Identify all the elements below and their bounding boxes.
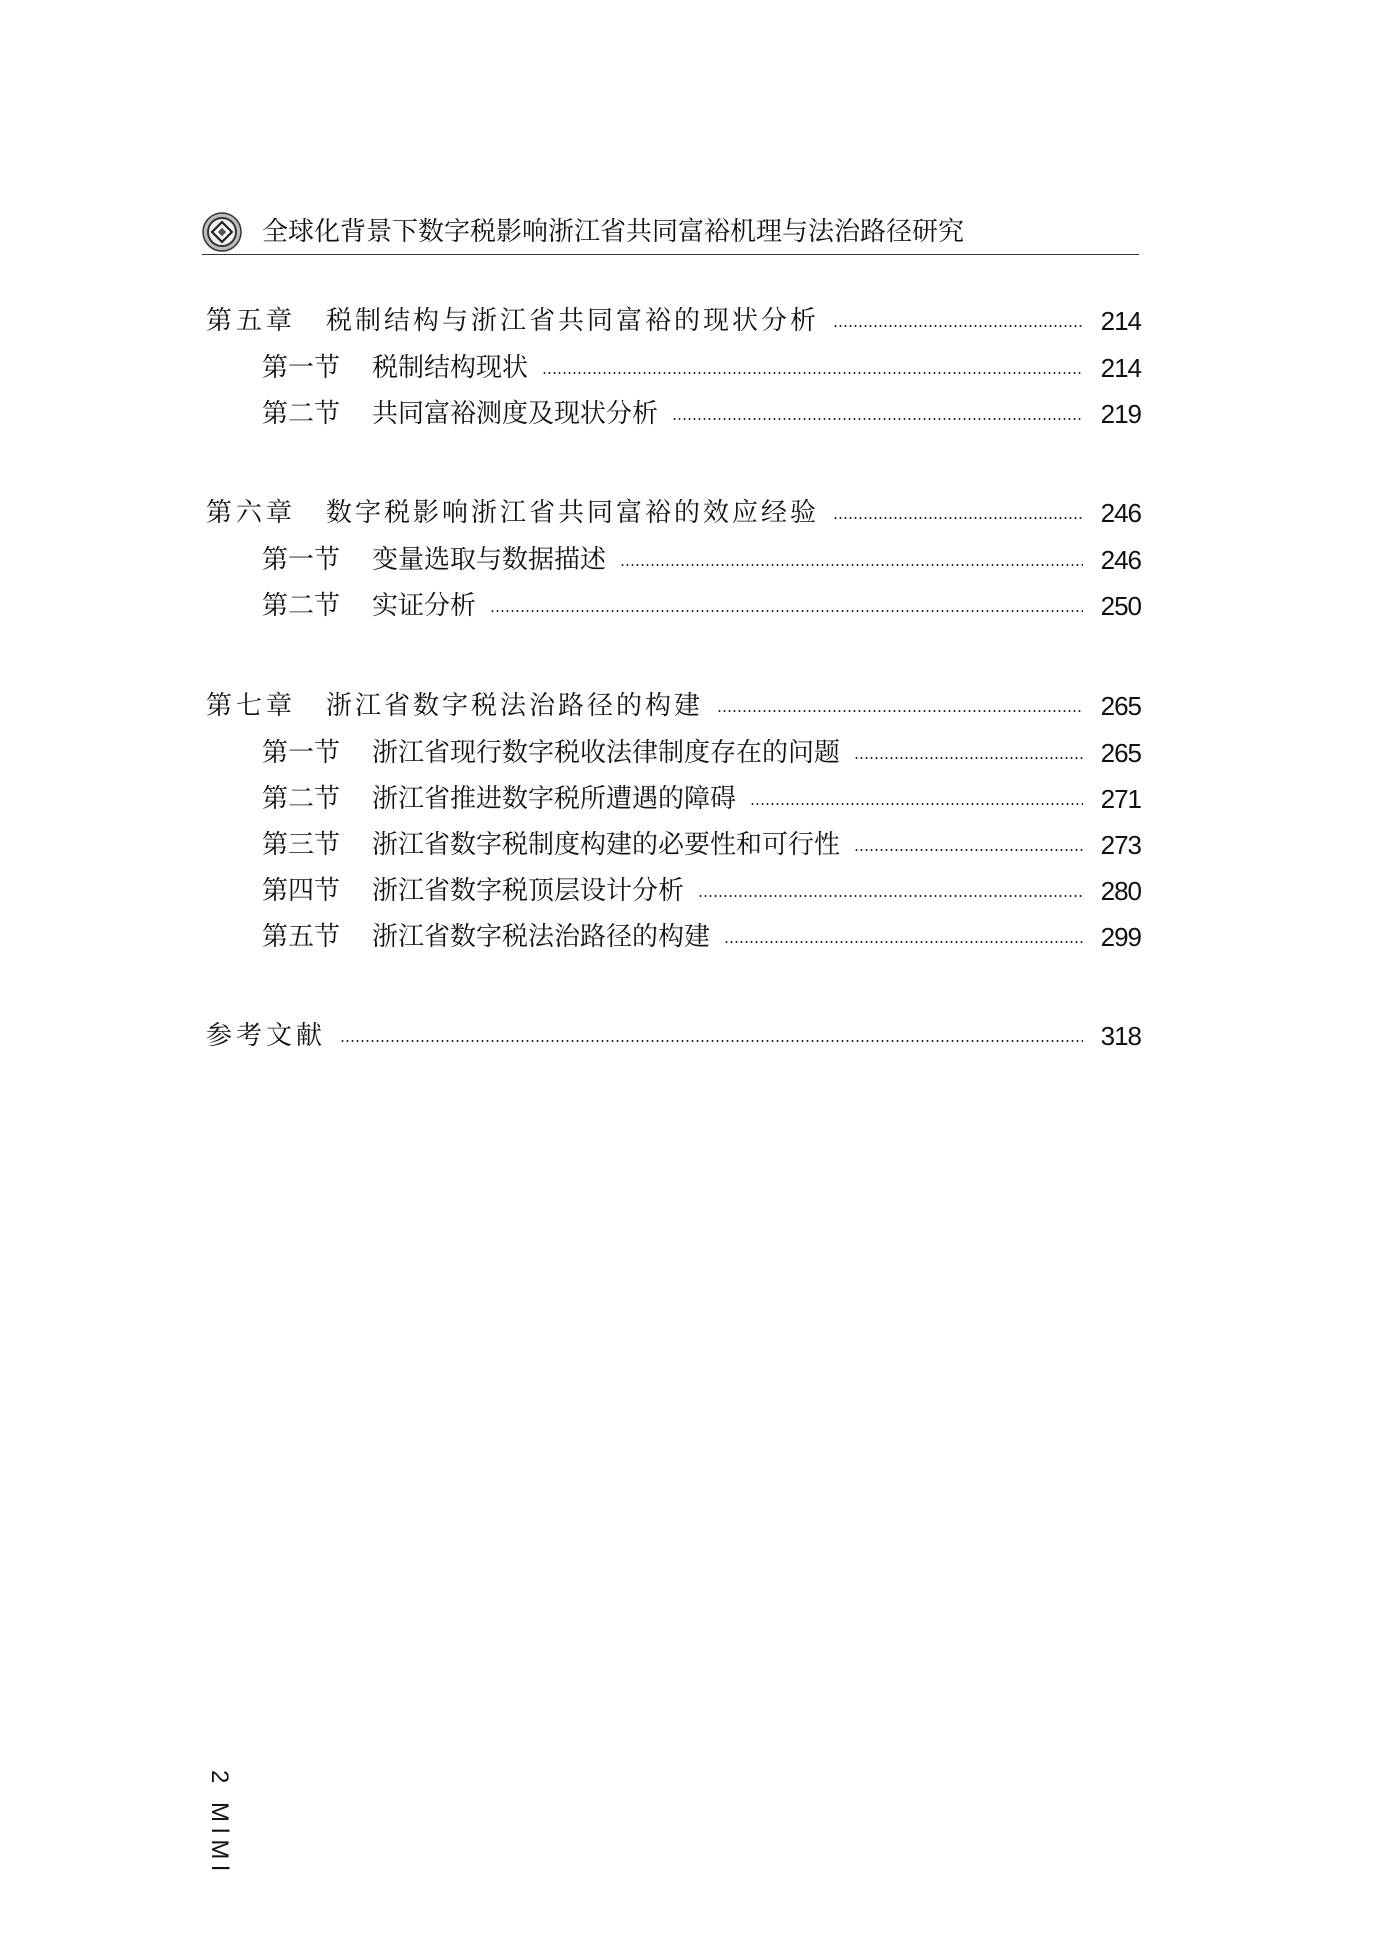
section-title: 变量选取与数据描述 [372, 545, 607, 575]
toc-section[interactable] [262, 396, 1141, 432]
page-number: 265 [1100, 691, 1141, 721]
page-number: 318 [1100, 1021, 1141, 1051]
section-label: 第一节 [262, 738, 341, 768]
section-title: 实证分析 [372, 591, 477, 621]
page-number: 299 [1100, 922, 1141, 952]
references-title: 参考文献 [206, 1021, 327, 1051]
page-number: 246 [1100, 545, 1141, 575]
section-label: 第五节 [262, 922, 341, 952]
section-label: 第二节 [262, 591, 341, 621]
toc-chapter-7[interactable] [206, 688, 1141, 724]
dot-leader [672, 418, 1083, 420]
section-label: 第一节 [262, 353, 341, 383]
section-title: 浙江省现行数字税收法律制度存在的问题 [372, 738, 841, 768]
section-title: 浙江省推进数字税所遭遇的障碍 [372, 784, 737, 814]
dot-leader [717, 710, 1083, 712]
chapter-label: 第六章 [206, 498, 297, 528]
dot-leader [750, 803, 1083, 805]
toc-section[interactable] [262, 588, 1141, 624]
section-label: 第二节 [262, 399, 341, 429]
section-label: 第二节 [262, 784, 341, 814]
page-number: 280 [1100, 876, 1141, 906]
running-header [202, 210, 1139, 255]
dot-leader [833, 517, 1083, 519]
dot-leader [698, 895, 1083, 897]
toc-section[interactable] [262, 781, 1141, 817]
side-page-mark [205, 1770, 235, 1937]
chapter-title: 数字税影响浙江省共同富裕的效应经验 [326, 498, 820, 528]
toc-references[interactable] [206, 1018, 1141, 1054]
side-page-mark-text: 2 MlMl [206, 1770, 233, 1877]
section-title: 浙江省数字税法治路径的构建 [372, 922, 711, 952]
dot-leader [620, 564, 1083, 566]
dot-leader [340, 1040, 1083, 1042]
chapter-title: 税制结构与浙江省共同富裕的现状分析 [326, 306, 820, 336]
page-number: 214 [1100, 306, 1141, 336]
toc-section[interactable] [262, 827, 1141, 863]
page-number: 273 [1100, 830, 1141, 860]
chapter-label: 第五章 [206, 306, 297, 336]
chapter-title: 浙江省数字税法治路径的构建 [326, 691, 704, 721]
section-label: 第三节 [262, 830, 341, 860]
toc-section[interactable] [262, 542, 1141, 578]
page-number: 219 [1100, 399, 1141, 429]
section-title: 税制结构现状 [372, 353, 529, 383]
page-number: 246 [1100, 498, 1141, 528]
dot-leader [854, 757, 1083, 759]
toc-section[interactable] [262, 350, 1141, 386]
toc-section[interactable] [262, 735, 1141, 771]
section-title: 浙江省数字税制度构建的必要性和可行性 [372, 830, 841, 860]
section-label: 第一节 [262, 545, 341, 575]
section-label: 第四节 [262, 876, 341, 906]
section-title: 共同富裕测度及现状分析 [372, 399, 659, 429]
chapter-label: 第七章 [206, 691, 297, 721]
toc-section[interactable] [262, 919, 1141, 955]
page-number: 250 [1100, 591, 1141, 621]
dot-leader [724, 941, 1083, 943]
toc-chapter-5[interactable] [206, 303, 1141, 339]
page-number: 271 [1100, 784, 1141, 814]
toc-chapter-6[interactable] [206, 495, 1141, 531]
dot-leader [854, 849, 1083, 851]
dot-leader [833, 325, 1083, 327]
page-number: 265 [1100, 738, 1141, 768]
page-number: 214 [1100, 353, 1141, 383]
book-title: 全球化背景下数字税影响浙江省共同富裕机理与法治路径研究 [262, 217, 965, 247]
dot-leader [490, 610, 1083, 612]
section-title: 浙江省数字税顶层设计分析 [372, 876, 685, 906]
toc-section[interactable] [262, 873, 1141, 909]
book-seal-icon [202, 212, 242, 252]
dot-leader [542, 372, 1083, 374]
